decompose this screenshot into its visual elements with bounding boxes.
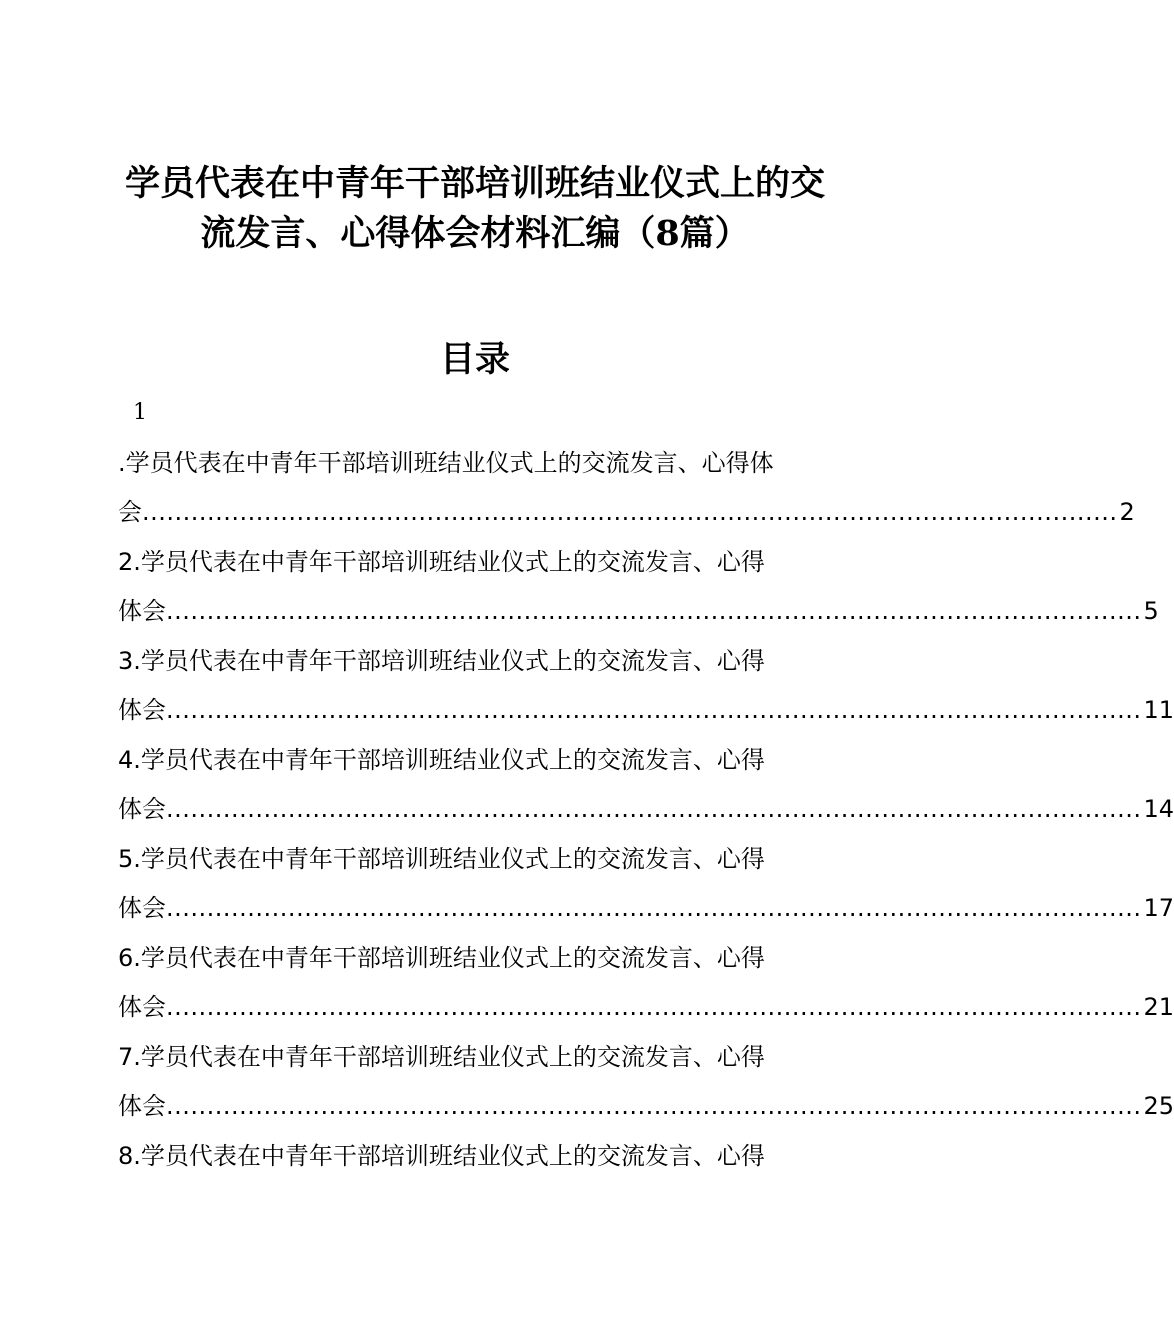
toc-entry-4-page: 14 xyxy=(1143,795,1174,823)
toc-entry-1-tail: 会 xyxy=(118,498,142,526)
toc-entry-7-line-2[interactable] xyxy=(118,1090,1174,1122)
toc-entry-6-line-1[interactable]: 6.学员代表在中青年干部培训班结业仪式上的交流发言、心得 xyxy=(118,944,765,972)
toc-heading: 目录 xyxy=(439,339,510,380)
toc-entry-8-line-1[interactable]: 8.学员代表在中青年干部培训班结业仪式上的交流发言、心得 xyxy=(118,1142,765,1170)
toc-entry-2-page: 5 xyxy=(1143,597,1159,625)
toc-entry-3-tail: 体会 xyxy=(118,696,166,724)
toc-entry-1-leader: ........................................................................................................................ xyxy=(142,498,1118,526)
toc-entry-2-line-1[interactable]: 2.学员代表在中青年干部培训班结业仪式上的交流发言、心得 xyxy=(118,548,765,576)
toc-entry-5-page: 17 xyxy=(1143,894,1174,922)
toc-entry-3-page: 11 xyxy=(1143,696,1174,724)
toc-entry-1-line-2[interactable] xyxy=(118,496,1135,528)
toc-entry-2-tail: 体会 xyxy=(118,597,166,625)
toc-entry-6-page: 21 xyxy=(1143,993,1174,1021)
toc-entry-1-page: 2 xyxy=(1119,498,1135,526)
toc-entry-7-leader: ........................................................................................................................ xyxy=(166,1092,1142,1120)
toc-entry-1-number: 1 xyxy=(133,400,147,425)
toc-entry-6-tail: 体会 xyxy=(118,993,166,1021)
toc-entry-3-line-2[interactable] xyxy=(118,694,1174,726)
document-title-line-2: 流发言、心得体会材料汇编（8篇） xyxy=(200,213,750,254)
toc-entry-3-line-1[interactable]: 3.学员代表在中青年干部培训班结业仪式上的交流发言、心得 xyxy=(118,647,765,675)
toc-entry-7-line-1[interactable]: 7.学员代表在中青年干部培训班结业仪式上的交流发言、心得 xyxy=(118,1043,765,1071)
toc-entry-5-leader: ........................................................................................................................ xyxy=(166,894,1142,922)
toc-entry-5-line-2[interactable] xyxy=(118,892,1174,924)
toc-entry-7-tail: 体会 xyxy=(118,1092,166,1120)
toc-entry-1-line-1[interactable]: .学员代表在中青年干部培训班结业仪式上的交流发言、心得体 xyxy=(118,449,774,477)
toc-entry-4-tail: 体会 xyxy=(118,795,166,823)
document-title-line-1: 学员代表在中青年干部培训班结业仪式上的交 xyxy=(124,163,825,204)
toc-entry-5-tail: 体会 xyxy=(118,894,166,922)
toc-entry-7-page: 25 xyxy=(1143,1092,1174,1120)
toc-entry-6-line-2[interactable] xyxy=(118,991,1174,1023)
toc-entry-3-leader: ........................................................................................................................ xyxy=(166,696,1142,724)
toc-entry-2-leader: ........................................................................................................................ xyxy=(166,597,1142,625)
toc-entry-5-line-1[interactable]: 5.学员代表在中青年干部培训班结业仪式上的交流发言、心得 xyxy=(118,845,765,873)
toc-entry-6-leader: ........................................................................................................................ xyxy=(166,993,1142,1021)
toc-entry-4-line-2[interactable] xyxy=(118,793,1174,825)
toc-entry-4-leader: ........................................................................................................................ xyxy=(166,795,1142,823)
toc-entry-2-line-2[interactable] xyxy=(118,595,1159,627)
toc-entry-4-line-1[interactable]: 4.学员代表在中青年干部培训班结业仪式上的交流发言、心得 xyxy=(118,746,765,774)
